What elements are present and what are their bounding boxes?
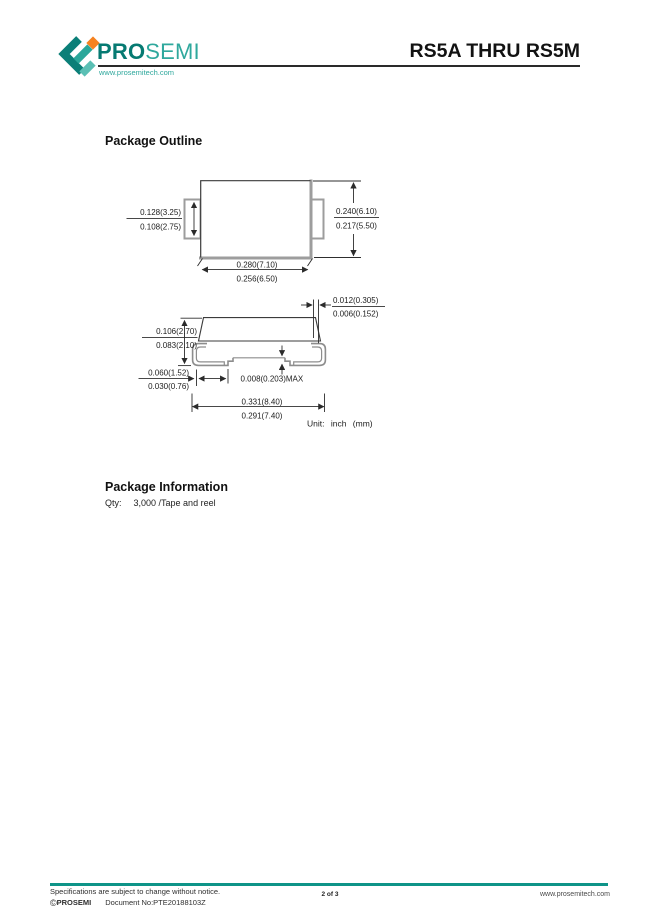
dim-label-width-max: 0.331(8.40) [241,397,283,407]
package-information-heading: Package Information [105,480,228,494]
package-outline-heading: Package Outline [105,134,203,148]
qty-line [105,498,216,508]
doc-title: RS5A THRU RS5M [409,40,580,62]
dim-label-foot-min: 0.030(0.76) [148,382,189,391]
footer-note: Specifications are subject to change without notice. [50,887,221,896]
dim-lead-thickness [301,296,385,343]
dim-label-lead-thickness-min: 0.006(0.152) [333,309,379,319]
dim-label-body-height-max: 0.240(6.10) [336,207,377,216]
footer-copyright-line [50,898,206,908]
page-number: 2 of 3 [321,891,339,898]
package-outline-drawing [0,0,647,440]
dim-label-height-max: 0.106(2.70) [156,327,197,336]
dim-label-lead-thickness-max: 0.012(0.305) [333,296,379,305]
dim-label-tab-height-max: 0.128(3.25) [140,208,181,217]
left-tab-shape [185,200,201,239]
footer-doc-number: Document No:PTE20188103Z [105,898,206,907]
dim-label-width-min: 0.291(7.40) [241,411,283,421]
footer-rule [50,883,608,886]
footer-company: PROSEMI [56,898,92,907]
dim-foot-length [139,369,229,392]
dim-label-tab-height-min: 0.108(2.75) [140,222,181,232]
dim-standoff [241,346,304,384]
dim-body-width [198,259,313,284]
dim-label-foot-max: 0.060(1.52) [148,368,189,378]
dim-label-body-width-max: 0.280(7.10) [236,260,278,270]
brand-pro: PRO [97,39,146,64]
dim-label-body-height-min: 0.217(5.50) [336,221,377,231]
unit-note: Unit: inch (mm) [307,418,373,429]
side-view-drawing [139,296,386,429]
dim-label-height-min: 0.083(2.10) [156,341,197,350]
dim-total-width [192,394,325,421]
brand-url: www.prosemitech.com [99,68,175,77]
side-body-shape [199,318,321,341]
copyright-icon: © [50,898,57,908]
qty-value: 3,000 /Tape and reel [133,498,216,508]
body-shape [201,181,311,258]
top-view-drawing [127,180,380,284]
dim-label-standoff: 0.008(0.203)MAX [240,374,304,384]
dim-label-body-width-min: 0.256(6.50) [236,274,278,284]
qty-label: Qty: [105,498,122,508]
brand-semi: SEMI [145,39,200,64]
footer-website: www.prosemitech.com [539,891,610,898]
